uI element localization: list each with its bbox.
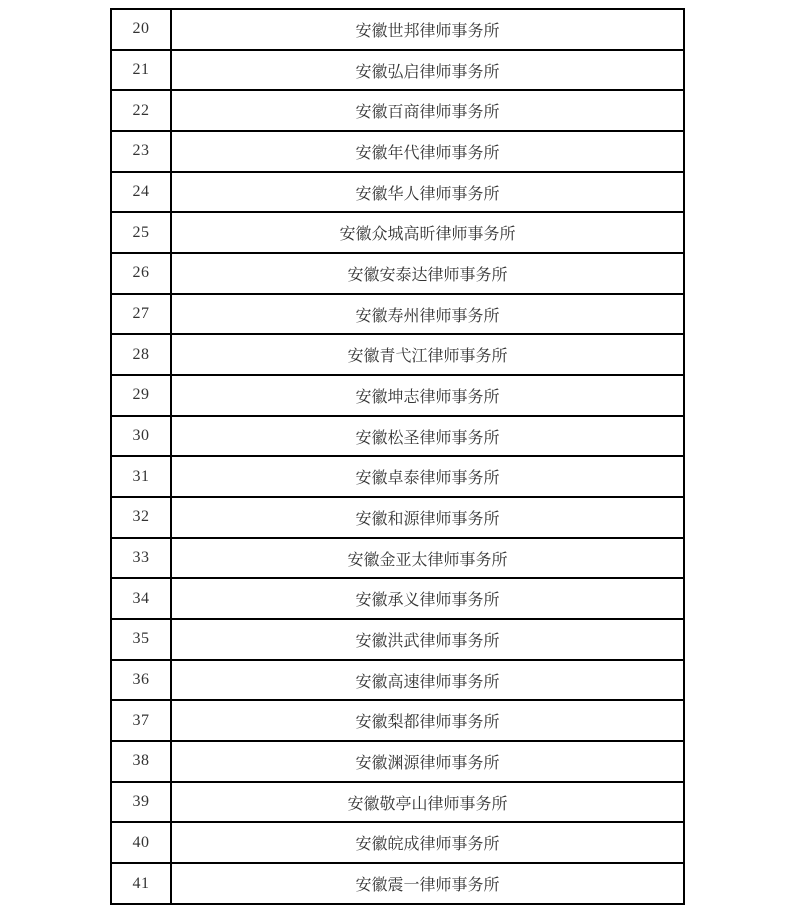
table-row	[111, 90, 684, 131]
row-number-cell: 41	[111, 863, 171, 904]
row-number-cell: 37	[111, 700, 171, 741]
firm-name-cell: 安徽和源律师事务所	[171, 497, 684, 538]
firm-name-cell: 安徽百商律师事务所	[171, 90, 684, 131]
row-number-cell: 31	[111, 456, 171, 497]
firm-name-cell: 安徽承义律师事务所	[171, 578, 684, 619]
row-number-cell: 24	[111, 172, 171, 213]
row-number-cell: 29	[111, 375, 171, 416]
law-firm-table-body	[111, 9, 684, 904]
firm-name-cell: 安徽寿州律师事务所	[171, 294, 684, 335]
firm-name-cell: 安徽众城高昕律师事务所	[171, 212, 684, 253]
row-number-cell: 20	[111, 9, 171, 50]
firm-name-cell: 安徽皖成律师事务所	[171, 822, 684, 863]
row-number-cell: 30	[111, 416, 171, 457]
table-row	[111, 660, 684, 701]
table-row	[111, 578, 684, 619]
row-number-cell: 27	[111, 294, 171, 335]
firm-name-cell: 安徽松圣律师事务所	[171, 416, 684, 457]
row-number-cell: 34	[111, 578, 171, 619]
firm-name-cell: 安徽渊源律师事务所	[171, 741, 684, 782]
table-row	[111, 782, 684, 823]
table-row	[111, 416, 684, 457]
row-number-cell: 33	[111, 538, 171, 579]
table-row	[111, 741, 684, 782]
row-number-cell: 39	[111, 782, 171, 823]
table-row	[111, 456, 684, 497]
row-number-cell: 25	[111, 212, 171, 253]
firm-name-cell: 安徽高速律师事务所	[171, 660, 684, 701]
row-number-cell: 32	[111, 497, 171, 538]
table-row	[111, 334, 684, 375]
firm-name-cell: 安徽敬亭山律师事务所	[171, 782, 684, 823]
firm-name-cell: 安徽安泰达律师事务所	[171, 253, 684, 294]
firm-name-cell: 安徽华人律师事务所	[171, 172, 684, 213]
table-row	[111, 131, 684, 172]
table-row	[111, 212, 684, 253]
table-row	[111, 700, 684, 741]
firm-name-cell: 安徽世邦律师事务所	[171, 9, 684, 50]
firm-name-cell: 安徽金亚太律师事务所	[171, 538, 684, 579]
row-number-cell: 36	[111, 660, 171, 701]
row-number-cell: 22	[111, 90, 171, 131]
row-number-cell: 35	[111, 619, 171, 660]
row-number-cell: 28	[111, 334, 171, 375]
table-row	[111, 375, 684, 416]
law-firm-table	[110, 8, 685, 905]
firm-name-cell: 安徽洪武律师事务所	[171, 619, 684, 660]
firm-name-cell: 安徽年代律师事务所	[171, 131, 684, 172]
firm-name-cell: 安徽卓泰律师事务所	[171, 456, 684, 497]
firm-name-cell: 安徽震一律师事务所	[171, 863, 684, 904]
firm-name-cell: 安徽弘启律师事务所	[171, 50, 684, 91]
row-number-cell: 40	[111, 822, 171, 863]
firm-name-cell: 安徽青弋江律师事务所	[171, 334, 684, 375]
table-row	[111, 863, 684, 904]
firm-name-cell: 安徽梨都律师事务所	[171, 700, 684, 741]
table-row	[111, 9, 684, 50]
table-row	[111, 538, 684, 579]
row-number-cell: 38	[111, 741, 171, 782]
row-number-cell: 21	[111, 50, 171, 91]
table-row	[111, 253, 684, 294]
table-row	[111, 50, 684, 91]
row-number-cell: 26	[111, 253, 171, 294]
row-number-cell: 23	[111, 131, 171, 172]
firm-name-cell: 安徽坤志律师事务所	[171, 375, 684, 416]
table-row	[111, 294, 684, 335]
table-row	[111, 497, 684, 538]
table-row	[111, 172, 684, 213]
table-row	[111, 619, 684, 660]
table-row	[111, 822, 684, 863]
